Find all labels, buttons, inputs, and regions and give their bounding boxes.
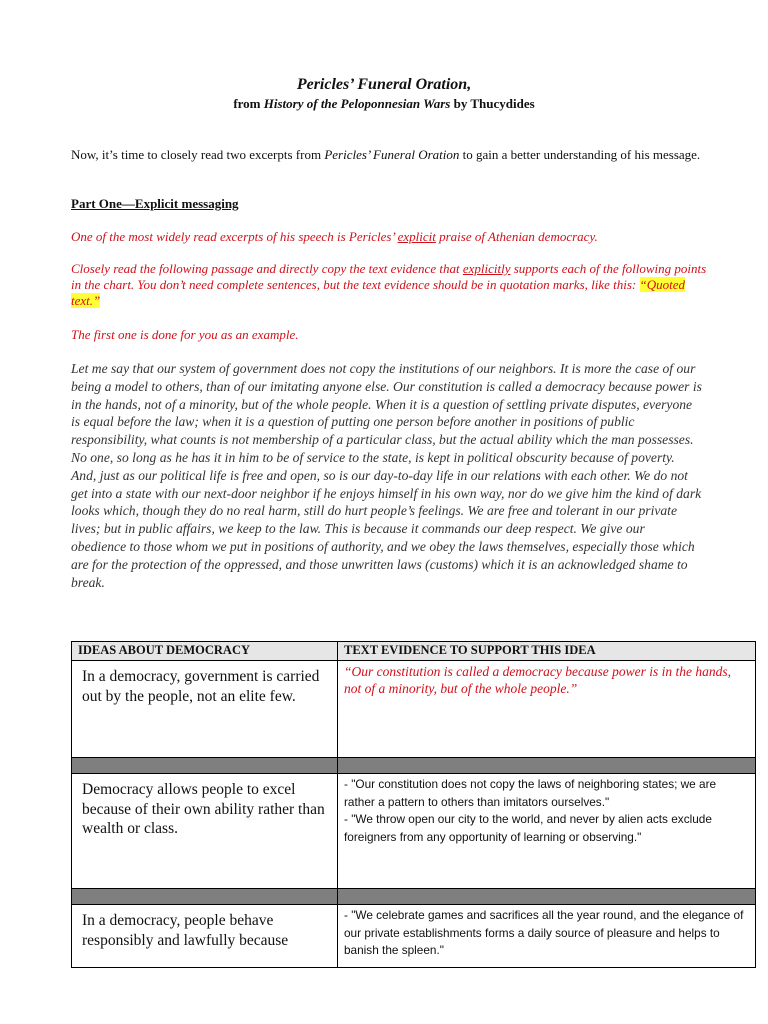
evidence-cell[interactable]	[338, 661, 756, 758]
instruction-example-note: The first one is done for you as an example.	[71, 327, 299, 342]
evidence-cell[interactable]	[338, 905, 756, 968]
instruction-copy-evidence	[71, 261, 711, 309]
instruction-text: One of the most widely read excerpts of his speech is Pericles’	[71, 229, 398, 244]
separator-cell	[338, 758, 756, 774]
evidence-text: - "We throw open our city to the world, and never by alien acts exclude foreigners from any opportunity of learning or observing."	[344, 812, 712, 844]
table-row	[72, 905, 756, 968]
highlighted-example: “Quoted text.”	[71, 277, 686, 308]
table-row	[72, 661, 756, 758]
instruction-text: praise of Athenian democracy.	[435, 229, 598, 244]
table-row	[72, 774, 756, 889]
subtitle-work: History of the Peloponnesian Wars	[263, 96, 451, 111]
instruction-text: supports each of the following points in the chart. You don’t need complete sentences, but the text evidence should be in quotation marks, like this:	[71, 261, 707, 292]
idea-cell: In a democracy, people behave responsibly and lawfully because	[72, 905, 338, 968]
idea-cell: In a democracy, government is carried out by the people, not an elite few.	[72, 661, 338, 758]
part-one-heading: Part One—Explicit messaging	[71, 196, 239, 211]
header-evidence: TEXT EVIDENCE TO SUPPORT THIS IDEA	[338, 642, 756, 661]
subtitle-author: by Thucydides	[450, 96, 535, 111]
underlined-word: explicitly	[462, 261, 511, 276]
evidence-text: “Our constitution is called a democracy because power is in the hands, not of a minority, but of the whole people.”	[344, 664, 731, 696]
separator-row	[72, 758, 756, 774]
evidence-text: - "Our constitution does not copy the laws of neighboring states; we are rather a pattern to others than imitators ourselves."	[344, 777, 717, 809]
instruction-text: Closely read the following passage and directly copy the text evidence that	[71, 261, 463, 276]
subtitle-from: from	[233, 96, 264, 111]
separator-cell	[72, 889, 338, 905]
instruction-explicit-praise	[71, 229, 711, 245]
intro-text-b: to gain a better understanding of his message.	[459, 147, 701, 162]
intro-text-a: Now, it’s time to closely read two excerpts from	[71, 147, 325, 162]
header-ideas: IDEAS ABOUT DEMOCRACY	[72, 642, 338, 661]
intro-work-title: Pericles’ Funeral Oration	[324, 147, 460, 162]
evidence-cell[interactable]	[338, 774, 756, 889]
document-title: Pericles’ Funeral Oration,	[296, 76, 472, 93]
document-subtitle	[0, 96, 768, 112]
idea-cell: Democracy allows people to excel because of their own ability rather than wealth or class.	[72, 774, 338, 889]
oration-passage: Let me say that our system of government does not copy the institutions of our neighbors. It is more the case of our being a model to others, than of our imitating anyone else. Our constitution is called a democracy because power is in the hands, not of a minority, but of the whole people. When it is a question of settling private disputes, everyone is equal before the law; when it is a question of putting one person before another in positions of public responsibility, what counts is not membership of a particular class, but the actual ability which the man possesses. No one, so long as he has it in him to be of service to the state, is kept in political obscurity because of poverty. And, just as our political life is free and open, so is our day-to-day life in our relations with each other. We do not get into a state with our next-door neighbor if he enjoys himself in his own way, nor do we give him the kind of dark looks which, though they do no real harm, still do hurt people’s feelings. We are free and tolerant in our private lives; but in public affairs, we keep to the law. This is because it commands our deep respect. We give our obedience to those whom we put in positions of authority, and we obey the laws themselves, especially those which are for the protection of the oppressed, and those unwritten laws (customs) which it is an acknowledged shame to break.	[71, 361, 702, 590]
evidence-text: - "We celebrate games and sacrifices all the year round, and the elegance of our private establishments forms a daily source of pleasure and helps to banish the spleen."	[344, 908, 744, 957]
chart-header-row	[72, 642, 756, 661]
separator-cell	[72, 758, 338, 774]
underlined-word: explicit	[397, 229, 436, 244]
separator-row	[72, 889, 756, 905]
evidence-chart	[71, 641, 756, 968]
separator-cell	[338, 889, 756, 905]
intro-paragraph	[71, 147, 711, 163]
